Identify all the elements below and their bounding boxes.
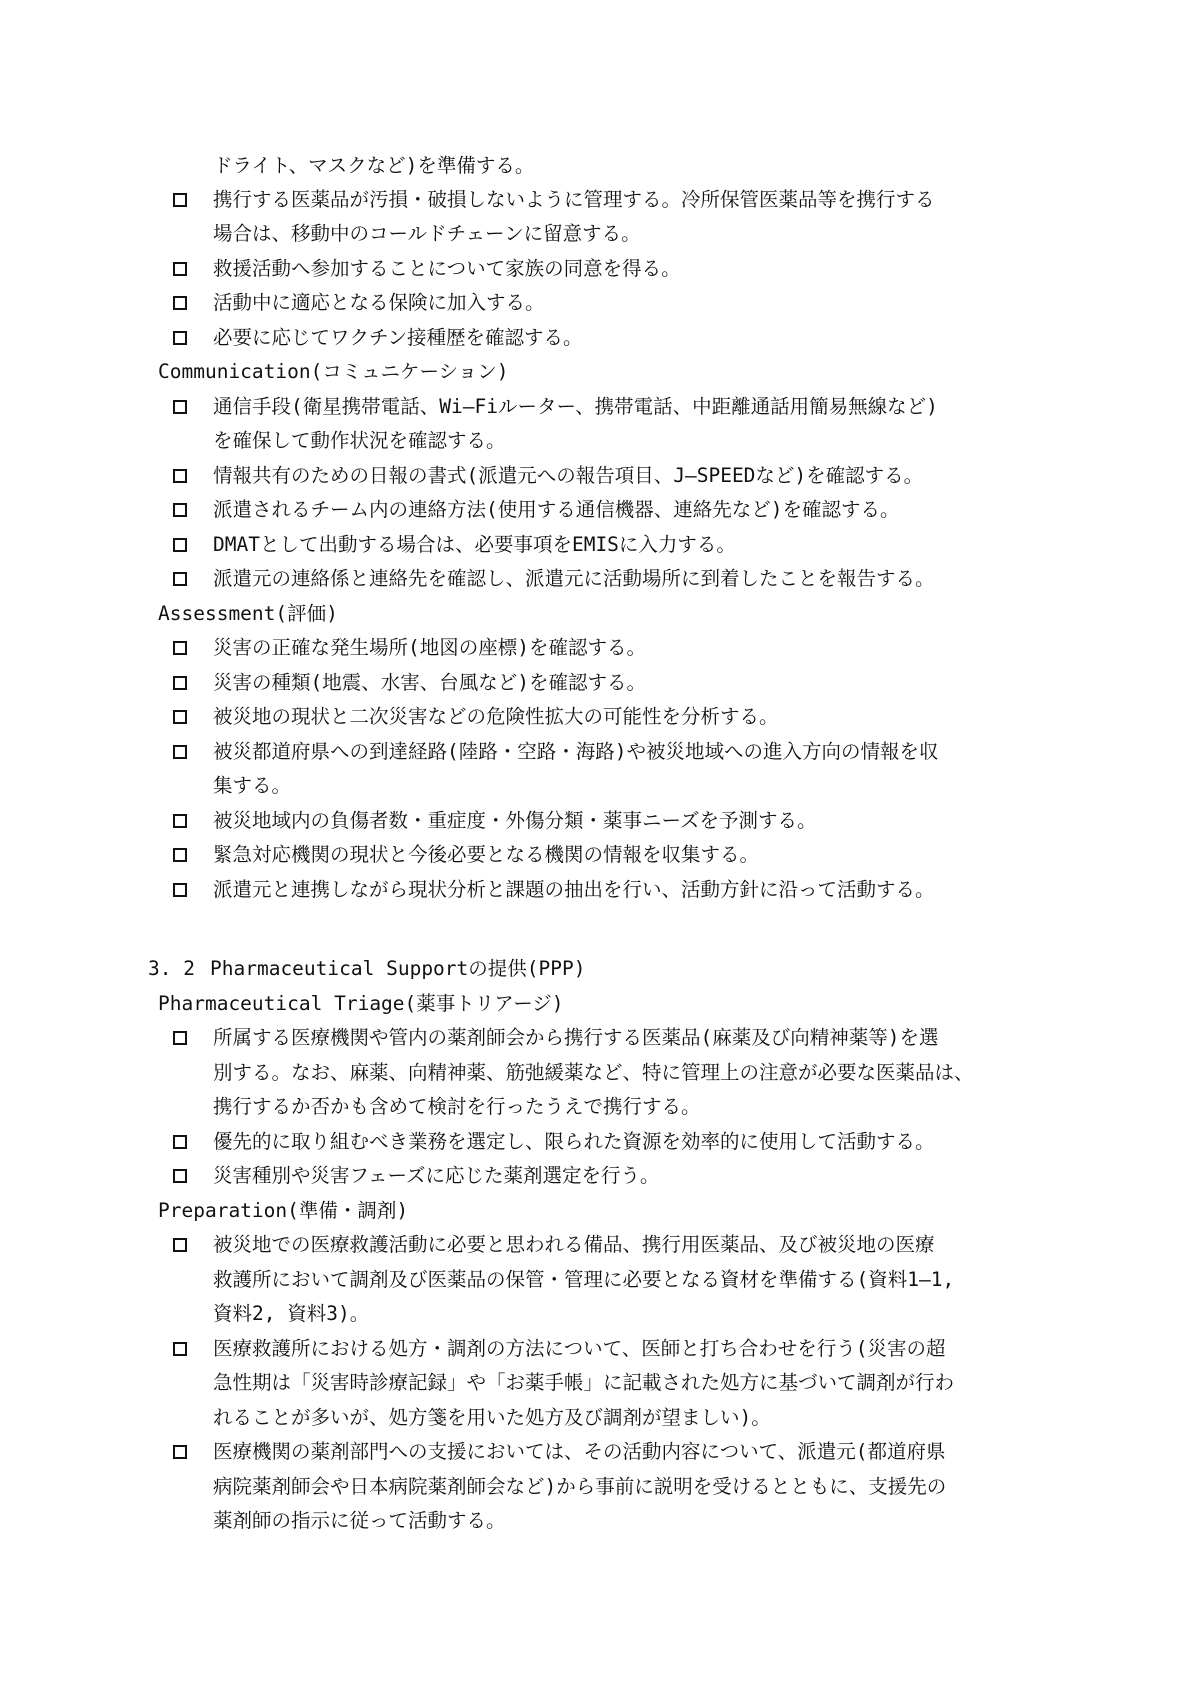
continuation-text: 携行するか否かも含めて検討を行ったうえで携行する。 [213,1095,701,1118]
continuation-text: 急性期は「災害時診療記録」や「お薬手帳」に記載された処方に基づいて調剤が行わ [213,1371,955,1394]
checklist-text: 被災地の現状と二次災害などの危険性拡大の可能性を分析する。 [213,705,779,728]
checkbox-icon [173,572,187,586]
checklist-text: 派遣されるチーム内の連絡方法(使用する通信機器、連絡先など)を確認する。 [213,498,900,521]
checkbox-icon [173,538,187,552]
checkbox-icon [173,1031,187,1045]
continuation-text: 別する。なお、麻薬、向精神薬、筋弛緩薬など、特に管理上の注意が必要な医薬品は、 [213,1061,974,1084]
checkbox-icon [173,1238,187,1252]
checkbox-icon [173,503,187,517]
checklist-text: 緊急対応機関の現状と今後必要となる機関の情報を収集する。 [213,843,760,866]
subheading-text: Assessment(評価) [158,602,338,625]
checkbox-icon [173,296,187,310]
checklist-text: 被災地域内の負傷者数・重症度・外傷分類・薬事ニーズを予測する。 [213,809,817,832]
checkbox-icon [173,641,187,655]
section-number: 3. 2 [148,957,195,980]
checklist-text: 通信手段(衛星携帯電話、Wi—Fiルーター、携帯電話、中距離通話用簡易無線など) [213,395,938,418]
checkbox-icon [173,193,187,207]
continuation-text: を確保して動作状況を確認する。 [213,429,506,452]
checkbox-icon [173,262,187,276]
checkbox-icon [173,469,187,483]
continuation-text: ドライト、マスクなど)を準備する。 [213,154,535,177]
continuation-text: 病院薬剤師会や日本病院薬剤師会など)から事前に説明を受けるとともに、支援先の [213,1475,947,1498]
continuation-text: れることが多いが、処方箋を用いた処方及び調剤が望ましい)。 [213,1406,771,1429]
checklist-text: 派遣元の連絡係と連絡先を確認し、派遣元に活動場所に到着したことを報告する。 [213,567,935,590]
subheading-text: Communication(コミュニケーション) [158,360,509,383]
checkbox-icon [173,848,187,862]
checkbox-icon [173,710,187,724]
subheading-text: Preparation(準備・調剤) [158,1199,409,1222]
checkbox-icon [173,1342,187,1356]
checkbox-icon [173,883,187,897]
checkbox-icon [173,814,187,828]
checkbox-icon [173,400,187,414]
checkbox-icon [173,676,187,690]
checklist-text: 優先的に取り組むべき業務を選定し、限られた資源を効率的に使用して活動する。 [213,1130,935,1153]
checkbox-icon [173,1169,187,1183]
section-title: Pharmaceutical Supportの提供(PPP) [210,957,586,980]
checklist-text: 災害の正確な発生場所(地図の座標)を確認する。 [213,636,646,659]
checkbox-icon [173,331,187,345]
checklist-text: 災害種別や災害フェーズに応じた薬剤選定を行う。 [213,1164,660,1187]
checkbox-icon [173,1445,187,1459]
subheading-text: Pharmaceutical Triage(薬事トリアージ) [158,992,564,1015]
checklist-text: 医療救護所における処方・調剤の方法について、医師と打ち合わせを行う(災害の超 [213,1337,946,1360]
checklist-text: DMATとして出動する場合は、必要事項をEMISに入力する。 [213,533,736,556]
checklist-text: 情報共有のための日報の書式(派遣元への報告項目、J—SPEEDなど)を確認する。 [213,464,924,487]
checklist-text: 災害の種類(地震、水害、台風など)を確認する。 [213,671,646,694]
continuation-text: 薬剤師の指示に従って活動する。 [213,1509,506,1532]
continuation-text: 集する。 [213,774,292,797]
checklist-text: 被災地での医療救護活動に必要と思われる備品、携行用医薬品、及び被災地の医療 [213,1233,935,1256]
continuation-text: 救護所において調剤及び医薬品の保管・管理に必要となる資材を準備する(資料1—1, [213,1268,955,1291]
checklist-text: 必要に応じてワクチン接種歴を確認する。 [213,326,583,349]
checklist-text: 所属する医療機関や管内の薬剤師会から携行する医薬品(麻薬及び向精神薬等)を選 [213,1026,939,1049]
checklist-text: 医療機関の薬剤部門への支援においては、その活動内容について、派遣元(都道府県 [213,1440,946,1463]
continuation-text: 資料2, 資料3)。 [213,1302,370,1325]
checklist-text: 救援活動へ参加することについて家族の同意を得る。 [213,257,681,280]
checklist-text: 携行する医薬品が汚損・破損しないように管理する。冷所保管医薬品等を携行する [213,188,935,211]
checklist-text: 派遣元と連携しながら現状分析と課題の抽出を行い、活動方針に沿って活動する。 [213,878,935,901]
checkbox-icon [173,1135,187,1149]
continuation-text: 場合は、移動中のコールドチェーンに留意する。 [213,222,641,245]
checkbox-icon [173,745,187,759]
checklist-text: 活動中に適応となる保険に加入する。 [213,291,545,314]
checklist-text: 被災都道府県への到達経路(陸路・空路・海路)や被災地域への進入方向の情報を収 [213,740,939,763]
